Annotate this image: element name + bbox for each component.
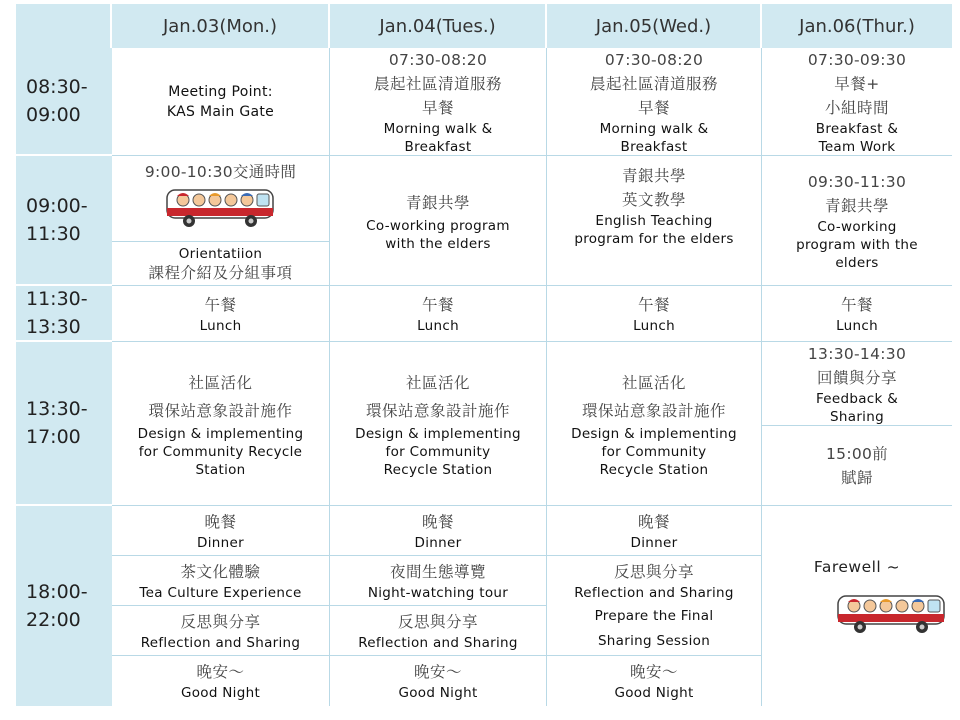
wed-reflect-cell bbox=[547, 556, 762, 656]
walk-en-line: Breakfast bbox=[620, 138, 688, 155]
mon-orientation-cell bbox=[112, 242, 330, 286]
community-zh-title: 社區活化 bbox=[621, 373, 686, 392]
return-time: 15:00前 bbox=[826, 444, 888, 463]
wed-lunch-cell bbox=[547, 286, 762, 342]
tue-breakfast-cell bbox=[330, 48, 547, 156]
lunch-en: Lunch bbox=[199, 317, 242, 334]
lunch-en: Lunch bbox=[633, 317, 675, 334]
walk-en-line: Breakfast bbox=[404, 138, 472, 155]
nightwatch-zh: 夜間生態導覽 bbox=[389, 562, 486, 581]
breakfast-zh: 早餐 bbox=[421, 98, 454, 117]
community-en-line: Design & implementing bbox=[355, 425, 521, 442]
cowork-en-line: program for the elders bbox=[574, 231, 734, 247]
tea-en: Tea Culture Experience bbox=[139, 584, 302, 601]
cowork-zh: 青銀共學 bbox=[405, 193, 470, 212]
header-day-mon: Jan.03(Mon.) bbox=[112, 4, 330, 48]
mon-night-cell bbox=[112, 656, 330, 706]
tue-reflect-cell bbox=[330, 606, 547, 656]
nightwatch-en: Night-watching tour bbox=[367, 584, 509, 601]
community-zh-title: 社區活化 bbox=[405, 373, 470, 392]
thu-return-cell bbox=[762, 426, 952, 506]
community-en-line: for Community Recycle bbox=[138, 443, 303, 460]
breakfast-en-line: Team Work bbox=[818, 138, 896, 155]
reflect-zh: 反思與分享 bbox=[397, 612, 478, 631]
time-end: 22:00 bbox=[26, 609, 81, 631]
dinner-en: Dinner bbox=[197, 534, 244, 551]
time-end: 13:30 bbox=[26, 316, 81, 338]
mon-community-cell bbox=[112, 342, 330, 506]
mon-transit-cell bbox=[112, 156, 330, 242]
community-zh-subtitle: 環保站意象設計施作 bbox=[148, 401, 293, 420]
header-day-wed: Jan.05(Wed.) bbox=[547, 4, 762, 48]
wed-dinner-cell bbox=[547, 506, 762, 556]
lunch-en: Lunch bbox=[836, 317, 878, 334]
thu-breakfast-cell bbox=[762, 48, 952, 156]
farewell-text: Farewell ~ bbox=[813, 558, 901, 576]
breakfast-en-line: Breakfast & bbox=[815, 120, 899, 137]
cowork-en-line: Co-working program bbox=[366, 217, 510, 234]
night-zh: 晚安～ bbox=[413, 663, 462, 681]
time-start: 08:30- bbox=[26, 76, 88, 98]
community-en-line: Station bbox=[195, 461, 246, 478]
dinner-zh: 晚餐 bbox=[421, 512, 454, 531]
reflect-en: Reflection and Sharing bbox=[574, 585, 734, 601]
community-zh-subtitle: 環保站意象設計施作 bbox=[581, 401, 726, 420]
lunch-en: Lunch bbox=[417, 317, 459, 334]
time-slot-4 bbox=[16, 342, 112, 506]
dinner-en: Dinner bbox=[630, 534, 678, 551]
time-slot-3 bbox=[16, 286, 112, 342]
activity-time: 09:30-11:30 bbox=[807, 172, 907, 191]
header-day-tue: Jan.04(Tues.) bbox=[330, 4, 547, 48]
reflect-zh: 反思與分享 bbox=[613, 563, 694, 581]
dinner-zh: 晚餐 bbox=[204, 512, 237, 531]
meeting-point-location: KAS Main Gate bbox=[166, 103, 275, 120]
breakfast-zh: 早餐 bbox=[637, 98, 670, 117]
header-day-thu: Jan.06(Thur.) bbox=[762, 4, 952, 48]
tue-night-cell bbox=[330, 656, 547, 706]
schedule-table bbox=[16, 4, 952, 706]
reflect-en: Reflection and Sharing bbox=[358, 634, 518, 651]
cowork-en-line: Co-working bbox=[817, 218, 897, 235]
orientation-en: Orientatiion bbox=[178, 245, 263, 262]
dinner-en: Dinner bbox=[414, 534, 462, 551]
time-start: 18:00- bbox=[26, 581, 88, 603]
tue-community-cell bbox=[330, 342, 547, 506]
community-zh-title: 社區活化 bbox=[188, 373, 253, 392]
mon-lunch-cell bbox=[112, 286, 330, 342]
lunch-zh: 午餐 bbox=[840, 295, 873, 314]
community-en-line: Recycle Station bbox=[383, 461, 493, 478]
community-en-line: for Community bbox=[601, 443, 707, 460]
dinner-zh: 晚餐 bbox=[637, 512, 670, 531]
thu-farewell-cell bbox=[762, 506, 952, 706]
mon-reflect-cell bbox=[112, 606, 330, 656]
bus-icon bbox=[836, 590, 948, 636]
meeting-point-label: Meeting Point: bbox=[168, 83, 273, 100]
community-zh-subtitle: 環保站意象設計施作 bbox=[365, 401, 510, 420]
time-slot-1 bbox=[16, 48, 112, 156]
tue-nightwatch-cell bbox=[330, 556, 547, 606]
walk-zh: 晨起社區清道服務 bbox=[373, 74, 502, 93]
bus-icon bbox=[165, 184, 277, 230]
lunch-zh: 午餐 bbox=[637, 295, 670, 314]
prepare-en-line: Prepare the Final bbox=[594, 608, 714, 624]
time-start: 13:30- bbox=[26, 398, 88, 420]
cowork-zh: 青銀共學 bbox=[824, 196, 889, 215]
reflect-en: Reflection and Sharing bbox=[140, 634, 301, 651]
mon-tea-cell bbox=[112, 556, 330, 606]
time-slot-5 bbox=[16, 506, 112, 706]
community-en-line: Design & implementing bbox=[571, 425, 737, 442]
time-end: 09:00 bbox=[26, 104, 81, 126]
feedback-en-line: Feedback & bbox=[815, 390, 899, 407]
tea-zh: 茶文化體驗 bbox=[180, 562, 261, 581]
mon-meeting-cell bbox=[112, 48, 330, 156]
lunch-zh: 午餐 bbox=[204, 295, 237, 314]
wed-night-cell bbox=[547, 656, 762, 706]
activity-time: 07:30-08:20 bbox=[604, 50, 704, 69]
time-start: 11:30- bbox=[26, 288, 88, 310]
activity-time: 07:30-09:30 bbox=[807, 50, 907, 69]
walk-en-line: Morning walk & bbox=[383, 120, 493, 137]
return-zh: 賦歸 bbox=[840, 468, 873, 487]
activity-time: 13:30-14:30 bbox=[807, 344, 907, 363]
activity-time: 07:30-08:20 bbox=[388, 50, 488, 69]
feedback-en-line: Sharing bbox=[830, 408, 884, 425]
thu-lunch-cell bbox=[762, 286, 952, 342]
tue-lunch-cell bbox=[330, 286, 547, 342]
thu-feedback-cell bbox=[762, 342, 952, 426]
night-en: Good Night bbox=[614, 685, 694, 701]
transit-time: 9:00-10:30交通時間 bbox=[144, 163, 297, 181]
cowork-en-line: program with the bbox=[796, 236, 918, 253]
wed-cowork-cell bbox=[547, 156, 762, 286]
time-end: 11:30 bbox=[26, 223, 81, 245]
header-corner bbox=[16, 4, 112, 48]
cowork-en-line: English Teaching bbox=[595, 213, 713, 229]
cowork-en-line: elders bbox=[835, 254, 879, 271]
prepare-en-line: Sharing Session bbox=[597, 633, 711, 649]
tue-cowork-cell bbox=[330, 156, 547, 286]
walk-en-line: Morning walk & bbox=[599, 120, 709, 137]
breakfast-zh: 早餐+ bbox=[834, 74, 880, 93]
cowork-zh: 青銀共學 bbox=[621, 167, 686, 185]
night-zh: 晚安～ bbox=[629, 663, 678, 681]
feedback-zh: 回饋與分享 bbox=[816, 368, 897, 387]
time-slot-2 bbox=[16, 156, 112, 286]
orientation-zh: 課程介紹及分組事項 bbox=[148, 263, 293, 282]
thu-cowork-cell bbox=[762, 156, 952, 286]
night-zh: 晚安～ bbox=[196, 663, 245, 681]
time-start: 09:00- bbox=[26, 195, 88, 217]
english-teaching-zh: 英文教學 bbox=[621, 191, 686, 209]
time-end: 17:00 bbox=[26, 426, 81, 448]
reflect-zh: 反思與分享 bbox=[180, 612, 261, 631]
night-en: Good Night bbox=[180, 685, 261, 701]
walk-zh: 晨起社區清道服務 bbox=[589, 74, 718, 93]
community-en-line: for Community bbox=[385, 443, 491, 460]
wed-breakfast-cell bbox=[547, 48, 762, 156]
teamwork-zh: 小組時間 bbox=[824, 98, 889, 117]
night-en: Good Night bbox=[398, 685, 478, 701]
wed-community-cell bbox=[547, 342, 762, 506]
lunch-zh: 午餐 bbox=[421, 295, 454, 314]
mon-dinner-cell bbox=[112, 506, 330, 556]
tue-dinner-cell bbox=[330, 506, 547, 556]
community-en-line: Design & implementing bbox=[137, 425, 304, 442]
cowork-en-line: with the elders bbox=[385, 235, 491, 252]
community-en-line: Recycle Station bbox=[599, 461, 709, 478]
